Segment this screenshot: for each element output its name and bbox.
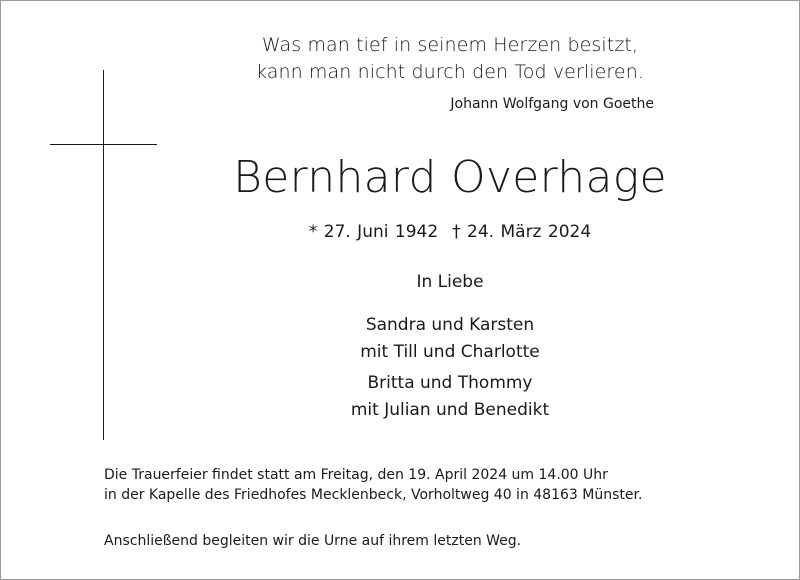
deceased-name: Bernhard Overhage bbox=[233, 152, 667, 203]
life-dates bbox=[150, 222, 750, 242]
quote-line-1: Was man tief in seinem Herzen besitzt, bbox=[261, 34, 639, 56]
mourners-intro: In Liebe bbox=[416, 272, 484, 292]
ceremony-line-3: Anschließend begleiten wir die Urne auf ihrem letzten Weg. bbox=[104, 533, 522, 549]
quote-line-2: kann man nicht durch den Tod verlieren. bbox=[256, 61, 644, 83]
ceremony-line-2: in der Kapelle des Friedhofes Mecklenbeck, Vorholtweg 40 in 48163 Münster. bbox=[104, 487, 643, 503]
quote-author: Johann Wolfgang von Goethe bbox=[450, 96, 654, 112]
mourner-line: Sandra und Karsten bbox=[365, 315, 535, 335]
mourner-line: Britta und Thommy bbox=[367, 373, 533, 393]
mourner-line: mit Till und Charlotte bbox=[360, 342, 540, 362]
cross-icon bbox=[103, 70, 104, 440]
mourner-line: mit Julian und Benedikt bbox=[350, 400, 550, 420]
cross-icon-beam bbox=[50, 144, 157, 145]
ceremony-line-1: Die Trauerfeier findet statt am Freitag, den 19. April 2024 um 14.00 Uhr bbox=[104, 467, 608, 483]
death-date: † 24. März 2024 bbox=[452, 222, 592, 242]
birth-date: * 27. Juni 1942 bbox=[308, 222, 439, 242]
